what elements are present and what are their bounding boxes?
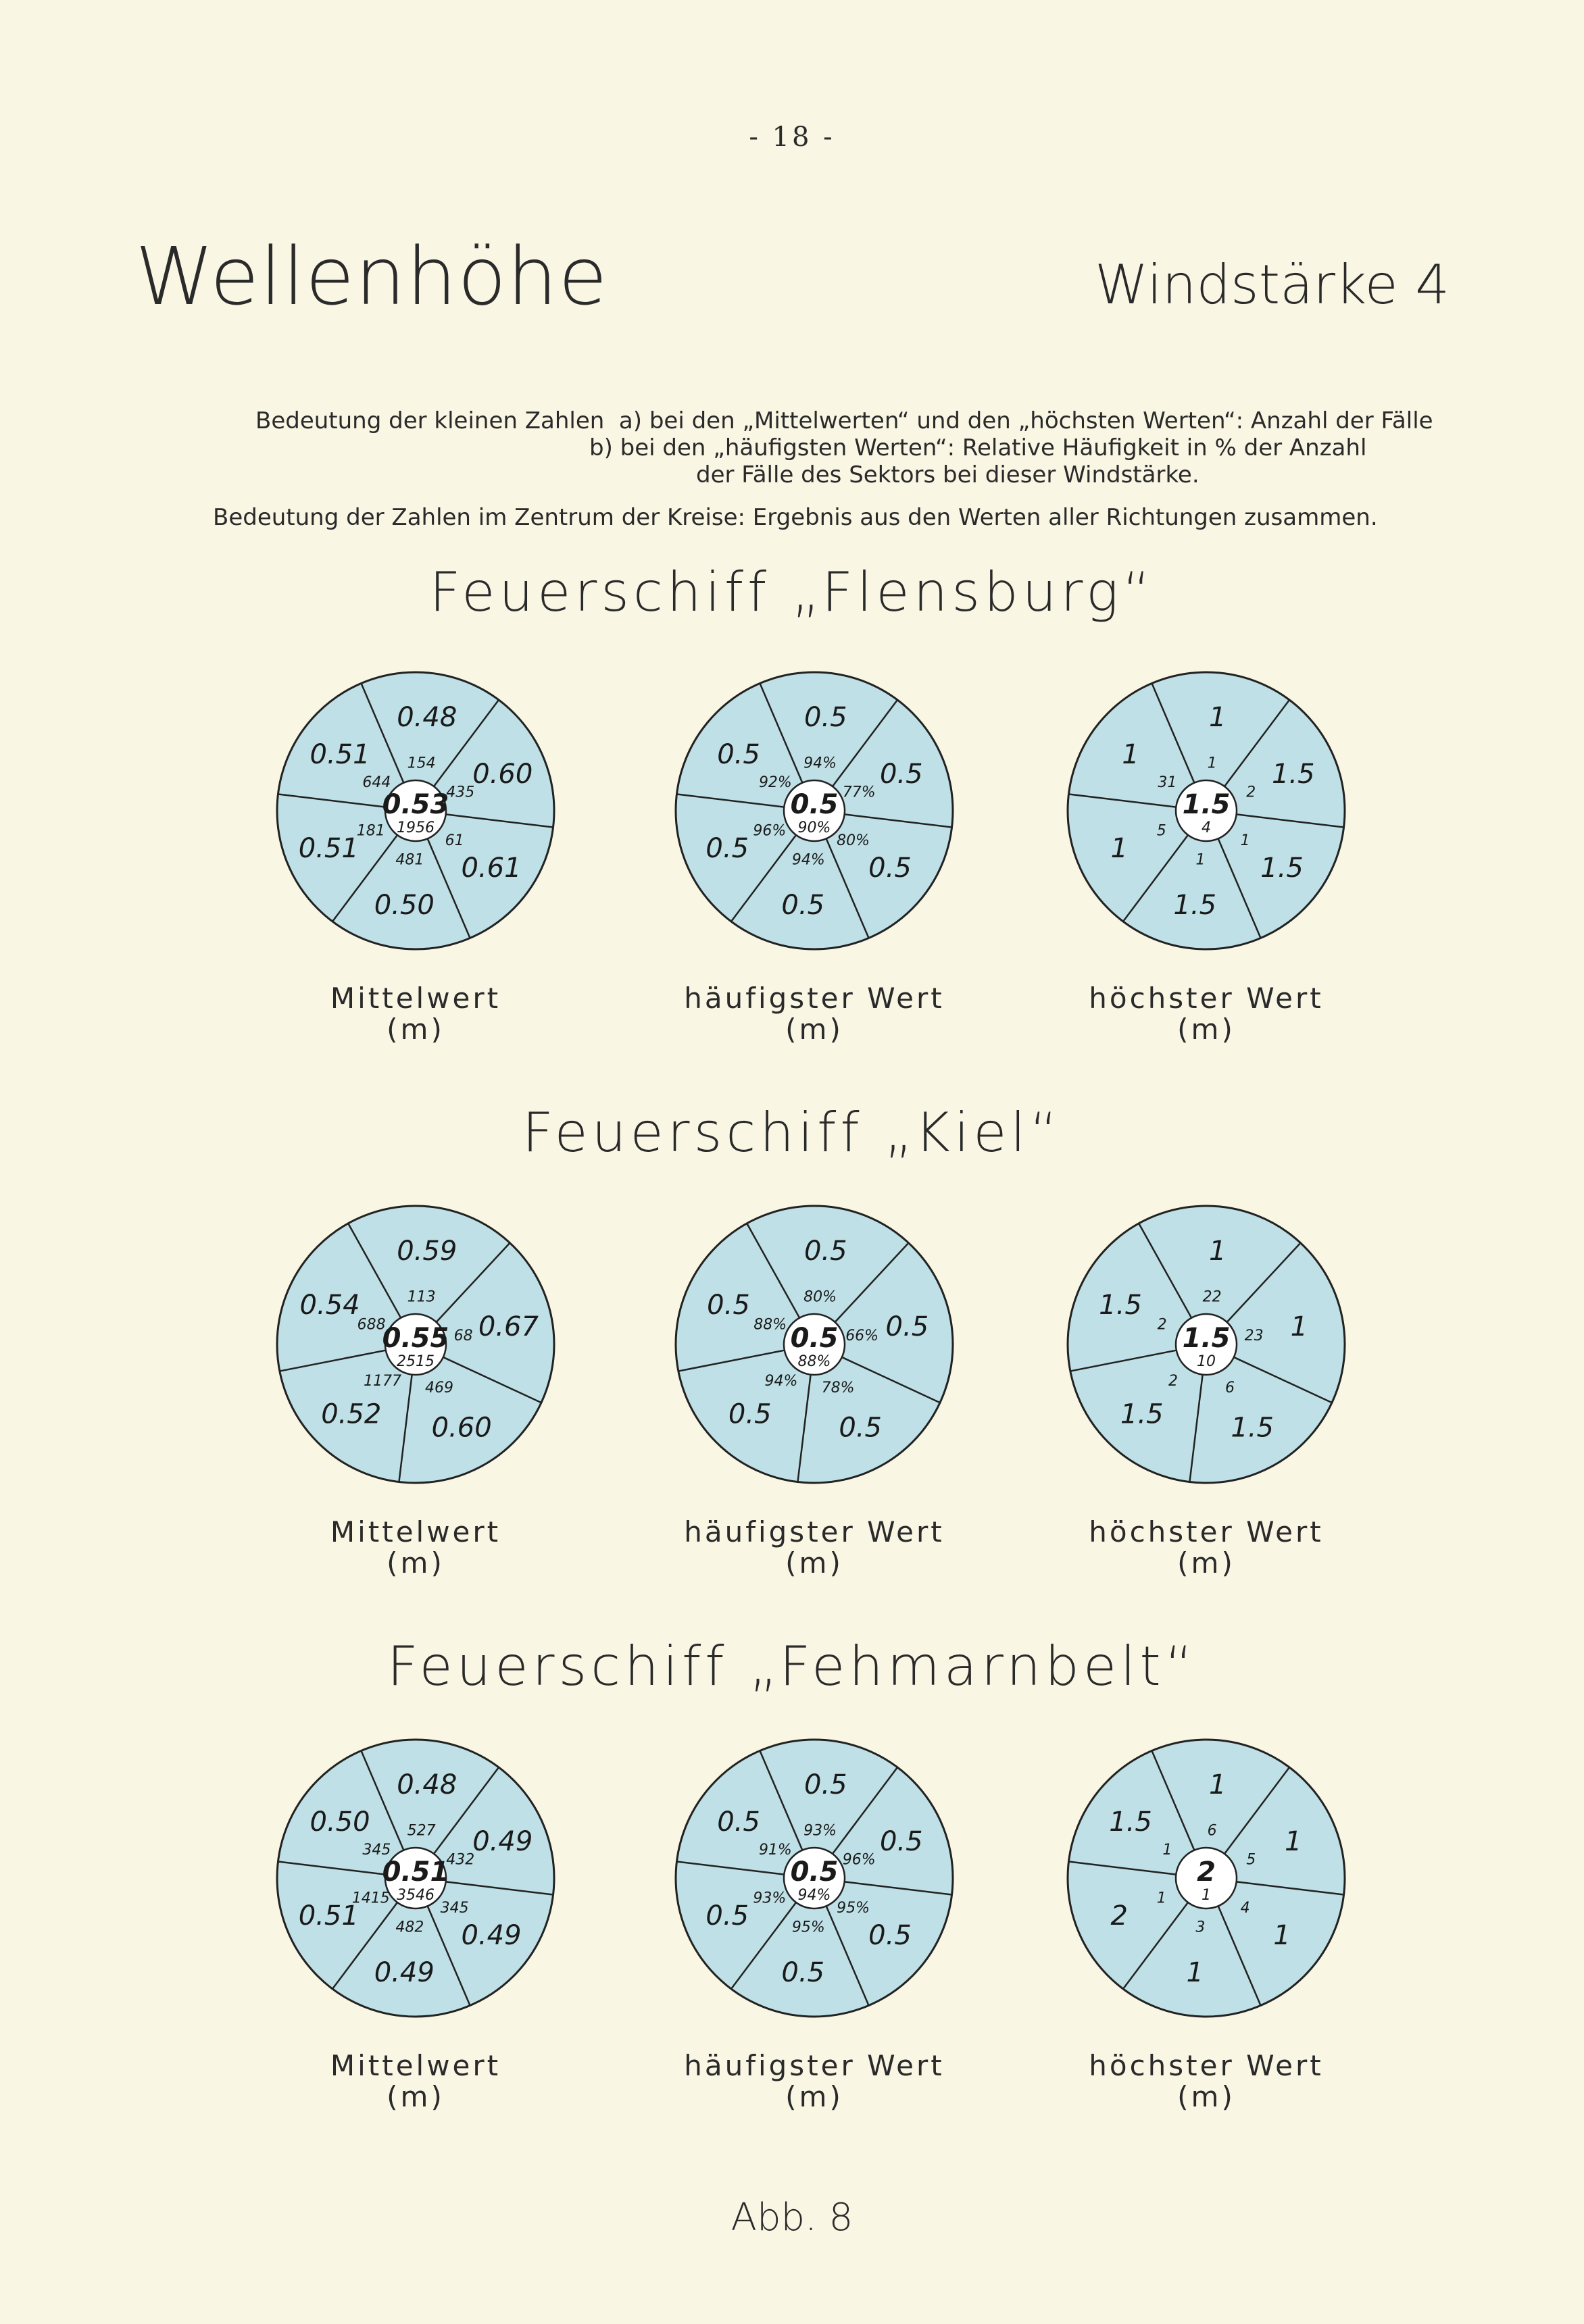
sector-value-label: 0.51 [298,1900,359,1931]
center-count-label: 3546 [397,1887,435,1904]
legend-line-3: der Fälle des Sektors bei dieser Windstärke. [696,461,1199,488]
caption-mean: Mittelwert (m) [330,982,501,1046]
sector-count-label: 432 [446,1851,475,1869]
center-count-label: 90% [797,819,831,836]
sector-value-label: 0.5 [728,1398,772,1430]
sector-value-label: 1 [1122,738,1139,770]
mean-value-wind-rose [270,1199,561,1490]
sector-count-label: 22 [1202,1288,1222,1306]
sector-value-label: 0.51 [310,738,370,770]
sector-count-label: 95% [791,1919,825,1936]
sector-count-label: 80% [803,1288,837,1306]
sector-value-label: 0.50 [310,1806,370,1838]
sector-value-label: 2 [1110,1900,1128,1931]
caption-maximum: höchster Wert (m) [1089,1515,1324,1580]
caption-most-frequent: häufigster Wert (m) [684,982,945,1046]
sector-value-label: 1 [1209,1236,1227,1267]
sector-count-label: 1 [1195,851,1206,869]
sector-value-label: 0.5 [868,853,912,884]
sector-count-label: 93% [803,1822,837,1840]
sector-count-label: 644 [362,774,391,791]
most-frequent-value-wind-rose [669,1199,960,1490]
center-count-label: 1 [1202,1887,1211,1904]
sector-count-label: 31 [1158,774,1177,791]
sector-count-label: 96% [753,822,787,840]
sector-value-label: 0.5 [717,738,760,770]
caption-maximum: höchster Wert (m) [1089,982,1324,1046]
ship-title-fehmarnbelt: Feuerschiff „Fehmarnbelt“ [387,1635,1197,1698]
sector-count-label: 345 [440,1900,469,1917]
sector-value-label: 0.5 [781,1956,825,1988]
sector-value-label: 0.5 [781,889,825,921]
sector-value-label: 0.54 [299,1290,360,1321]
sector-count-label: 435 [446,784,475,801]
center-count-label: 4 [1202,819,1211,836]
sector-value-label: 0.5 [885,1311,929,1342]
sector-value-label: 0.59 [397,1236,457,1267]
caption-maximum: höchster Wert (m) [1089,2049,1324,2113]
sector-value-label: 0.5 [879,759,923,790]
maximum-value-wind-rose [1061,665,1352,956]
sector-count-label: 1 [1156,1890,1166,1907]
sector-count-label: 5 [1246,1851,1256,1869]
sector-value-label: 1.5 [1231,1412,1274,1444]
ship-title-kiel: Feuerschiff „Kiel“ [522,1101,1062,1164]
center-value-label: 0.5 [790,1323,839,1354]
sector-value-label: 1.5 [1099,1290,1142,1321]
sector-value-label: 0.5 [879,1826,923,1858]
sector-value-label: 0.5 [707,1290,750,1321]
sector-value-label: 0.48 [397,1769,457,1801]
center-value-label: 2 [1197,1856,1216,1888]
center-value-label: 0.5 [790,1856,839,1888]
sector-count-label: 96% [842,1851,876,1869]
center-value-label: 1.5 [1182,1323,1231,1354]
page-number: - 18 - [749,122,835,153]
sector-count-label: 94% [791,851,825,869]
center-count-label: 88% [797,1353,831,1370]
mean-value-wind-rose [270,1733,561,2023]
ship-title-flensburg: Feuerschiff „Flensburg“ [429,561,1155,624]
sector-count-label: 181 [356,822,385,840]
center-value-label: 0.55 [382,1323,449,1354]
sector-value-label: 1 [1273,1920,1291,1952]
sector-count-label: 95% [837,1900,870,1917]
sector-count-label: 6 [1207,1822,1217,1840]
most-frequent-value-wind-rose [669,1733,960,2023]
sector-count-label: 88% [753,1316,787,1334]
sector-count-label: 92% [758,774,792,791]
legend-line-4: Bedeutung der Zahlen im Zentrum der Kreise: Ergebnis aus den Werten aller Richtungen zusammen. [213,504,1378,531]
sector-count-label: 6 [1225,1379,1235,1396]
caption-mean: Mittelwert (m) [330,1515,501,1580]
maximum-value-wind-rose [1061,1733,1352,2023]
center-value-label: 0.51 [382,1856,449,1888]
mean-value-wind-rose [270,665,561,956]
sector-value-label: 1 [1186,1956,1204,1988]
page-title: Wellenhöhe [135,230,608,323]
sector-value-label: 0.48 [397,702,457,734]
sector-value-label: 0.5 [803,1769,847,1801]
figure-label: Abb. 8 [731,2196,853,2240]
sector-value-label: 0.49 [374,1956,435,1988]
sector-count-label: 61 [445,832,464,850]
sector-value-label: 1 [1209,1769,1227,1801]
center-value-label: 0.5 [790,789,839,820]
most-frequent-value-wind-rose [669,665,960,956]
sector-count-label: 482 [395,1919,424,1936]
sector-value-label: 1 [1285,1826,1302,1858]
sector-count-label: 91% [758,1841,792,1859]
sector-value-label: 0.61 [461,853,522,884]
caption-mean: Mittelwert (m) [330,2049,501,2113]
center-count-label: 10 [1197,1353,1216,1370]
sector-value-label: 1 [1290,1311,1308,1342]
sector-value-label: 1 [1209,702,1227,734]
sector-value-label: 0.50 [374,889,435,921]
sector-value-label: 1.5 [1173,889,1217,921]
sector-count-label: 1 [1207,755,1217,772]
sector-count-label: 68 [453,1328,473,1345]
legend-line-2: b) bei den „häufigsten Werten“: Relative Häufigkeit in % der Anzahl [589,434,1367,461]
center-count-label: 1956 [397,819,435,836]
sector-value-label: 0.60 [472,759,533,790]
sector-value-label: 0.5 [706,1900,749,1931]
sector-count-label: 5 [1156,822,1166,840]
center-value-label: 1.5 [1182,789,1231,820]
sector-value-label: 0.5 [803,1236,847,1267]
sector-value-label: 1.5 [1271,759,1315,790]
sector-count-label: 481 [395,851,424,869]
sector-count-label: 2 [1168,1372,1179,1390]
sector-value-label: 0.5 [803,702,847,734]
sector-value-label: 0.5 [706,832,749,864]
sector-count-label: 77% [842,784,876,801]
sector-value-label: 1.5 [1109,1806,1152,1838]
sector-count-label: 345 [362,1841,391,1859]
sector-count-label: 113 [407,1288,436,1306]
sector-value-label: 0.5 [868,1920,912,1952]
sector-value-label: 0.60 [431,1412,492,1444]
sector-value-label: 0.5 [839,1412,882,1444]
sector-count-label: 1415 [351,1890,390,1907]
sector-value-label: 0.5 [717,1806,760,1838]
sector-count-label: 66% [845,1328,879,1345]
sector-value-label: 1.5 [1120,1398,1164,1430]
sector-count-label: 2 [1157,1316,1167,1334]
sector-count-label: 1 [1240,832,1250,850]
sector-count-label: 23 [1244,1328,1264,1345]
sector-count-label: 78% [821,1379,855,1396]
sector-value-label: 0.52 [321,1398,382,1430]
caption-most-frequent: häufigster Wert (m) [684,1515,945,1580]
sector-count-label: 469 [425,1379,454,1396]
center-value-label: 0.53 [382,789,449,820]
legend-line-1: Bedeutung der kleinen Zahlen a) bei den „Mittelwerten“ und den „höchsten Werten“: Anzahl der Fälle [255,407,1433,434]
sector-count-label: 94% [803,755,837,772]
sector-count-label: 3 [1195,1919,1206,1936]
wind-force-subtitle: Windstärke 4 [1095,253,1450,316]
center-count-label: 2515 [397,1353,435,1370]
sector-count-label: 1 [1162,1841,1172,1859]
sector-count-label: 4 [1240,1900,1250,1917]
caption-most-frequent: häufigster Wert (m) [684,2049,945,2113]
sector-value-label: 0.51 [298,832,359,864]
sector-count-label: 1177 [364,1372,402,1390]
sector-count-label: 527 [407,1822,436,1840]
sector-value-label: 1 [1110,832,1128,864]
center-count-label: 94% [797,1887,831,1904]
sector-count-label: 93% [753,1890,787,1907]
sector-count-label: 80% [837,832,870,850]
sector-count-label: 2 [1246,784,1256,801]
sector-value-label: 1.5 [1260,853,1304,884]
sector-value-label: 0.49 [461,1920,522,1952]
sector-value-label: 0.49 [472,1826,533,1858]
sector-count-label: 154 [407,755,436,772]
sector-count-label: 94% [764,1372,798,1390]
sector-count-label: 688 [357,1316,386,1334]
maximum-value-wind-rose [1061,1199,1352,1490]
sector-value-label: 0.67 [478,1311,539,1342]
